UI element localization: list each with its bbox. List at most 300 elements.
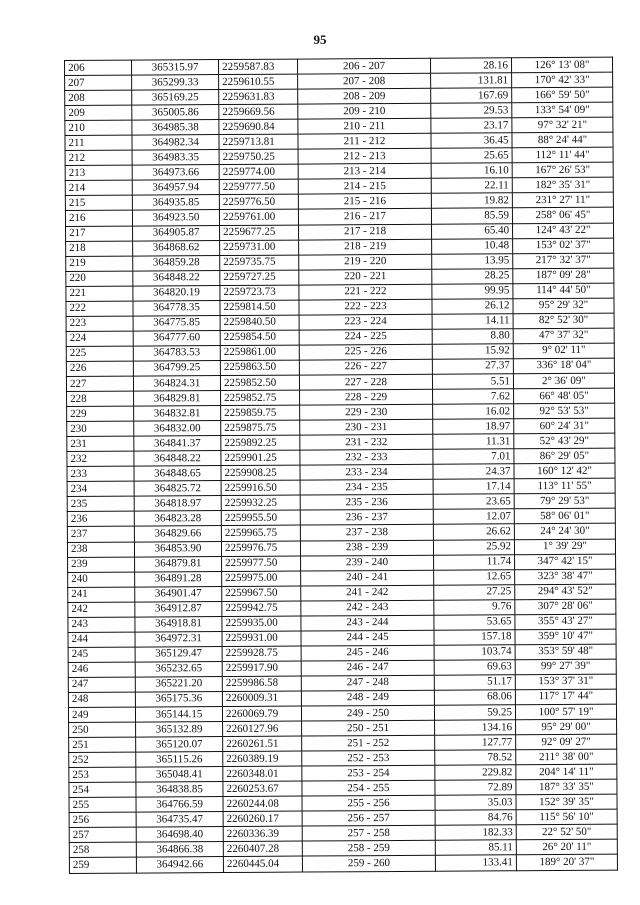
y-coordinate-cell: 2259840.50 (220, 315, 299, 331)
segment-cell: 252 - 253 (302, 750, 435, 766)
point-id-cell: 257 (69, 827, 136, 842)
distance-cell: 51.17 (434, 675, 515, 691)
x-coordinate-cell: 365115.26 (136, 752, 223, 768)
point-id-cell: 227 (66, 376, 133, 391)
bearing-cell: 153° 02' 37" (513, 238, 614, 254)
bearing-cell: 60° 24' 31" (514, 418, 615, 434)
y-coordinate-cell: 2260069.79 (222, 706, 301, 722)
x-coordinate-cell: 364783.53 (133, 345, 220, 361)
segment-cell: 242 - 243 (301, 600, 434, 616)
y-coordinate-cell: 2259677.25 (220, 225, 299, 241)
bearing-cell: 26° 20' 11" (516, 840, 617, 856)
bearing-cell: 166° 59' 50" (512, 87, 613, 103)
point-id-cell: 235 (67, 496, 134, 511)
y-coordinate-cell: 2259916.50 (221, 480, 300, 496)
bearing-cell: 79° 29' 53" (514, 494, 615, 510)
y-coordinate-cell: 2259875.75 (221, 420, 300, 436)
distance-cell: 19.82 (431, 193, 512, 209)
point-id-cell: 212 (65, 150, 132, 165)
point-id-cell: 259 (69, 858, 136, 873)
distance-cell: 182.33 (435, 825, 516, 841)
segment-cell: 235 - 236 (300, 495, 433, 511)
distance-cell: 26.12 (432, 299, 513, 315)
distance-cell: 13.95 (432, 253, 513, 269)
x-coordinate-cell: 365232.65 (135, 661, 222, 677)
y-coordinate-cell: 2260336.39 (223, 826, 302, 842)
x-coordinate-cell: 365048.41 (136, 767, 223, 783)
segment-cell: 219 - 220 (299, 254, 432, 270)
bearing-cell: 100° 57' 19" (515, 704, 616, 720)
y-coordinate-cell: 2259892.25 (221, 435, 300, 451)
distance-cell: 134.16 (435, 720, 516, 736)
point-id-cell: 221 (66, 286, 133, 301)
x-coordinate-cell: 364848.22 (133, 270, 220, 286)
y-coordinate-cell: 2260253.67 (223, 781, 302, 797)
bearing-cell: 92° 09' 27" (516, 734, 617, 750)
point-id-cell: 224 (66, 331, 133, 346)
bearing-cell: 187° 09' 28" (513, 268, 614, 284)
table-row (69, 855, 617, 873)
bearing-cell: 112° 11' 44" (512, 147, 613, 163)
distance-cell: 16.10 (431, 163, 512, 179)
segment-cell: 240 - 241 (301, 570, 434, 586)
bearing-cell: 170° 42' 33" (512, 72, 613, 88)
segment-cell: 239 - 240 (301, 555, 434, 571)
coordinates-table (64, 57, 618, 874)
y-coordinate-cell: 2259723.73 (220, 285, 299, 301)
y-coordinate-cell: 2259942.75 (222, 601, 301, 617)
point-id-cell: 252 (69, 752, 136, 767)
bearing-cell: 114° 44' 50" (513, 283, 614, 299)
x-coordinate-cell: 364838.85 (136, 782, 223, 798)
bearing-cell: 211° 38' 00" (516, 749, 617, 765)
segment-cell: 232 - 233 (300, 449, 433, 465)
segment-cell: 224 - 225 (299, 329, 432, 345)
segment-cell: 257 - 258 (302, 826, 435, 842)
distance-cell: 15.92 (432, 344, 513, 360)
bearing-cell: 167° 26' 53" (512, 162, 613, 178)
point-id-cell: 255 (69, 797, 136, 812)
point-id-cell: 242 (68, 602, 135, 617)
x-coordinate-cell: 365299.33 (132, 75, 219, 91)
x-coordinate-cell: 364832.81 (134, 406, 221, 422)
bearing-cell: 115° 56' 10" (516, 809, 617, 825)
x-coordinate-cell: 364973.66 (132, 165, 219, 181)
bearing-cell: 160° 12' 42" (514, 463, 615, 479)
y-coordinate-cell: 2259713.81 (219, 134, 298, 150)
bearing-cell: 22° 52' 50" (516, 825, 617, 841)
segment-cell: 249 - 250 (301, 705, 434, 721)
distance-cell: 28.16 (430, 58, 511, 74)
point-id-cell: 258 (69, 843, 136, 858)
segment-cell: 222 - 223 (299, 299, 432, 315)
bearing-cell: 24° 24' 30" (514, 524, 615, 540)
x-coordinate-cell: 365144.15 (135, 707, 222, 723)
x-coordinate-cell: 364901.47 (135, 586, 222, 602)
x-coordinate-cell: 364825.72 (134, 481, 221, 497)
y-coordinate-cell: 2259690.84 (219, 119, 298, 135)
point-id-cell: 210 (65, 120, 132, 135)
x-coordinate-cell: 364859.28 (133, 255, 220, 271)
distance-cell: 65.40 (432, 223, 513, 239)
bearing-cell: 113° 11' 55" (514, 478, 615, 494)
distance-cell: 23.17 (431, 118, 512, 134)
point-id-cell: 237 (67, 527, 134, 542)
segment-cell: 216 - 217 (298, 209, 431, 225)
distance-cell: 157.18 (434, 630, 515, 646)
bearing-cell: 355° 43' 27" (515, 614, 616, 630)
x-coordinate-cell: 364799.25 (133, 360, 220, 376)
distance-cell: 7.01 (433, 449, 514, 465)
bearing-cell: 187° 33' 35" (516, 779, 617, 795)
y-coordinate-cell: 2259774.00 (219, 164, 298, 180)
segment-cell: 237 - 238 (300, 525, 433, 541)
segment-cell: 227 - 228 (299, 374, 432, 390)
distance-cell: 22.11 (431, 178, 512, 194)
distance-cell: 26.62 (433, 524, 514, 540)
segment-cell: 228 - 229 (300, 389, 433, 405)
segment-cell: 214 - 215 (298, 179, 431, 195)
distance-cell: 23.65 (433, 494, 514, 510)
x-coordinate-cell: 364829.66 (134, 526, 221, 542)
bearing-cell: 231° 27' 11" (512, 193, 613, 209)
segment-cell: 244 - 245 (301, 630, 434, 646)
distance-cell: 35.03 (435, 795, 516, 811)
bearing-cell: 82° 52' 30" (513, 313, 614, 329)
x-coordinate-cell: 364820.19 (133, 285, 220, 301)
segment-cell: 245 - 246 (301, 645, 434, 661)
distance-cell: 131.81 (431, 73, 512, 89)
x-coordinate-cell: 365132.89 (136, 722, 223, 738)
y-coordinate-cell: 2259965.75 (221, 526, 300, 542)
y-coordinate-cell: 2260127.96 (223, 721, 302, 737)
bearing-cell: 97° 32' 21" (512, 117, 613, 133)
y-coordinate-cell: 2259975.00 (222, 571, 301, 587)
bearing-cell: 336° 18' 04" (513, 358, 614, 374)
point-id-cell: 247 (68, 677, 135, 692)
x-coordinate-cell: 364777.60 (133, 330, 220, 346)
x-coordinate-cell: 365175.36 (135, 692, 222, 708)
x-coordinate-cell: 364912.87 (135, 601, 222, 617)
bearing-cell: 47° 37' 32" (513, 328, 614, 344)
segment-cell: 226 - 227 (299, 359, 432, 375)
segment-cell: 238 - 239 (300, 540, 433, 556)
segment-cell: 251 - 252 (302, 735, 435, 751)
y-coordinate-cell: 2260009.31 (222, 691, 301, 707)
point-id-cell: 238 (67, 542, 134, 557)
segment-cell: 247 - 248 (301, 675, 434, 691)
point-id-cell: 211 (65, 135, 132, 150)
point-id-cell: 219 (66, 256, 133, 271)
bearing-cell: 258° 06' 45" (512, 208, 613, 224)
y-coordinate-cell: 2259777.50 (219, 179, 298, 195)
bearing-cell: 126° 13' 08" (511, 57, 612, 73)
distance-cell: 11.31 (433, 434, 514, 450)
x-coordinate-cell: 364848.65 (134, 466, 221, 482)
distance-cell: 7.62 (433, 389, 514, 405)
point-id-cell: 223 (66, 316, 133, 331)
x-coordinate-cell: 365315.97 (132, 60, 219, 76)
bearing-cell: 124° 43' 22" (513, 223, 614, 239)
y-coordinate-cell: 2259587.83 (219, 59, 298, 75)
distance-cell: 78.52 (435, 750, 516, 766)
point-id-cell: 231 (67, 436, 134, 451)
point-id-cell: 228 (67, 391, 134, 406)
x-coordinate-cell: 364868.62 (133, 240, 220, 256)
x-coordinate-cell: 364985.38 (132, 120, 219, 136)
bearing-cell: 99° 27' 39" (515, 659, 616, 675)
distance-cell: 18.97 (433, 419, 514, 435)
distance-cell: 127.77 (435, 735, 516, 751)
y-coordinate-cell: 2260348.01 (223, 766, 302, 782)
distance-cell: 25.92 (433, 539, 514, 555)
x-coordinate-cell: 364879.81 (135, 556, 222, 572)
point-id-cell: 250 (69, 722, 136, 737)
x-coordinate-cell: 364935.85 (132, 195, 219, 211)
y-coordinate-cell: 2259631.83 (219, 89, 298, 105)
distance-cell: 10.48 (432, 238, 513, 254)
bearing-cell: 152° 39' 35" (516, 794, 617, 810)
point-id-cell: 230 (67, 421, 134, 436)
bearing-cell: 2° 36' 09" (513, 373, 614, 389)
distance-cell: 229.82 (435, 765, 516, 781)
distance-cell: 14.11 (432, 314, 513, 330)
x-coordinate-cell: 365169.25 (132, 90, 219, 106)
bearing-cell: 189° 20' 37" (516, 855, 617, 871)
y-coordinate-cell: 2259669.56 (219, 104, 298, 120)
y-coordinate-cell: 2259863.50 (220, 360, 299, 376)
y-coordinate-cell: 2259967.50 (222, 586, 301, 602)
distance-cell: 8.80 (432, 329, 513, 345)
y-coordinate-cell: 2259932.25 (221, 495, 300, 511)
x-coordinate-cell: 364824.31 (133, 376, 220, 392)
point-id-cell: 243 (68, 617, 135, 632)
distance-cell: 53.65 (434, 614, 515, 630)
x-coordinate-cell: 364698.40 (136, 827, 223, 843)
bearing-cell: 323° 38' 47" (515, 569, 616, 585)
segment-cell: 212 - 213 (298, 149, 431, 165)
segment-cell: 253 - 254 (302, 765, 435, 781)
bearing-cell: 9° 02' 11" (513, 343, 614, 359)
distance-cell: 29.53 (431, 103, 512, 119)
bearing-cell: 294° 43' 52" (515, 584, 616, 600)
distance-cell: 24.37 (433, 464, 514, 480)
segment-cell: 210 - 211 (298, 118, 431, 134)
distance-cell: 27.37 (432, 359, 513, 375)
y-coordinate-cell: 2259901.25 (221, 450, 300, 466)
point-id-cell: 233 (67, 466, 134, 481)
bearing-cell: 92° 53' 53" (514, 403, 615, 419)
point-id-cell: 226 (66, 361, 133, 376)
bearing-cell: 95° 29' 00" (516, 719, 617, 735)
point-id-cell: 254 (69, 782, 136, 797)
y-coordinate-cell: 2259814.50 (220, 300, 299, 316)
bearing-cell: 66° 48' 05" (514, 388, 615, 404)
segment-cell: 229 - 230 (300, 404, 433, 420)
segment-cell: 259 - 260 (302, 856, 435, 872)
bearing-cell: 1° 39' 29" (514, 539, 615, 555)
segment-cell: 233 - 234 (300, 465, 433, 481)
segment-cell: 256 - 257 (302, 811, 435, 827)
distance-cell: 12.07 (433, 509, 514, 525)
x-coordinate-cell: 365005.86 (132, 105, 219, 121)
segment-cell: 248 - 249 (301, 690, 434, 706)
point-id-cell: 222 (66, 301, 133, 316)
x-coordinate-cell: 364818.97 (134, 496, 221, 512)
y-coordinate-cell: 2260260.17 (223, 811, 302, 827)
y-coordinate-cell: 2259986.58 (222, 676, 301, 692)
distance-cell: 25.65 (431, 148, 512, 164)
segment-cell: 223 - 224 (299, 314, 432, 330)
distance-cell: 133.41 (435, 855, 516, 871)
bearing-cell: 307° 28' 06" (515, 599, 616, 615)
point-id-cell: 215 (65, 196, 132, 211)
x-coordinate-cell: 364853.90 (134, 541, 221, 557)
y-coordinate-cell: 2259852.75 (221, 390, 300, 406)
point-id-cell: 220 (66, 271, 133, 286)
y-coordinate-cell: 2259931.00 (222, 631, 301, 647)
distance-cell: 72.89 (435, 780, 516, 796)
x-coordinate-cell: 364923.50 (132, 210, 219, 226)
x-coordinate-cell: 364983.35 (132, 150, 219, 166)
y-coordinate-cell: 2259861.00 (220, 345, 299, 361)
x-coordinate-cell: 364891.28 (135, 571, 222, 587)
segment-cell: 208 - 209 (298, 88, 431, 104)
segment-cell: 207 - 208 (298, 73, 431, 89)
distance-cell: 99.95 (432, 283, 513, 299)
y-coordinate-cell: 2260407.28 (223, 841, 302, 857)
x-coordinate-cell: 364841.37 (134, 436, 221, 452)
distance-cell: 69.63 (434, 660, 515, 676)
x-coordinate-cell: 365221.20 (135, 676, 222, 692)
y-coordinate-cell: 2259735.75 (220, 255, 299, 271)
point-id-cell: 206 (65, 60, 132, 75)
y-coordinate-cell: 2259852.50 (220, 375, 299, 391)
point-id-cell: 249 (68, 707, 135, 722)
y-coordinate-cell: 2259935.00 (222, 616, 301, 632)
y-coordinate-cell: 2259610.55 (219, 74, 298, 90)
bearing-cell: 359° 10' 47" (515, 629, 616, 645)
x-coordinate-cell: 364848.22 (134, 451, 221, 467)
point-id-cell: 229 (67, 406, 134, 421)
segment-cell: 209 - 210 (298, 103, 431, 119)
distance-cell: 85.11 (435, 840, 516, 856)
y-coordinate-cell: 2259731.00 (220, 240, 299, 256)
y-coordinate-cell: 2260445.04 (223, 857, 302, 873)
segment-cell: 225 - 226 (299, 344, 432, 360)
x-coordinate-cell: 364918.81 (135, 616, 222, 632)
y-coordinate-cell: 2260389.19 (223, 751, 302, 767)
distance-cell: 36.45 (431, 133, 512, 149)
distance-cell: 27.25 (434, 584, 515, 600)
coordinates-table-body (65, 57, 618, 873)
segment-cell: 218 - 219 (299, 239, 432, 255)
segment-cell: 234 - 235 (300, 480, 433, 496)
y-coordinate-cell: 2259776.50 (219, 194, 298, 210)
segment-cell: 206 - 207 (297, 58, 430, 74)
x-coordinate-cell: 364982.34 (132, 135, 219, 151)
point-id-cell: 256 (69, 812, 136, 827)
distance-cell: 12.65 (434, 569, 515, 585)
point-id-cell: 246 (68, 662, 135, 677)
segment-cell: 250 - 251 (302, 720, 435, 736)
point-id-cell: 213 (65, 165, 132, 180)
segment-cell: 258 - 259 (302, 841, 435, 857)
distance-cell: 68.06 (434, 690, 515, 706)
segment-cell: 215 - 216 (298, 194, 431, 210)
y-coordinate-cell: 2259955.50 (221, 510, 300, 526)
segment-cell: 246 - 247 (301, 660, 434, 676)
x-coordinate-cell: 364832.00 (134, 421, 221, 437)
y-coordinate-cell: 2259761.00 (219, 210, 298, 226)
point-id-cell: 251 (69, 737, 136, 752)
x-coordinate-cell: 364829.81 (134, 391, 221, 407)
point-id-cell: 218 (66, 241, 133, 256)
point-id-cell: 241 (68, 587, 135, 602)
x-coordinate-cell: 364972.31 (135, 631, 222, 647)
bearing-cell: 52° 43' 29" (514, 433, 615, 449)
x-coordinate-cell: 364766.59 (136, 797, 223, 813)
bearing-cell: 58° 06' 01" (514, 509, 615, 525)
x-coordinate-cell: 364866.38 (136, 842, 223, 858)
distance-cell: 16.02 (433, 404, 514, 420)
y-coordinate-cell: 2259928.75 (222, 646, 301, 662)
y-coordinate-cell: 2259854.50 (220, 330, 299, 346)
distance-cell: 5.51 (432, 374, 513, 390)
y-coordinate-cell: 2259859.75 (221, 405, 300, 421)
x-coordinate-cell: 364735.47 (136, 812, 223, 828)
distance-cell: 11.74 (434, 554, 515, 570)
segment-cell: 236 - 237 (300, 510, 433, 526)
point-id-cell: 217 (66, 226, 133, 241)
y-coordinate-cell: 2259727.25 (220, 270, 299, 286)
page-number: 95 (313, 32, 327, 47)
y-coordinate-cell: 2260261.51 (223, 736, 302, 752)
x-coordinate-cell: 364942.66 (136, 857, 223, 873)
x-coordinate-cell: 364957.94 (132, 180, 219, 196)
point-id-cell: 234 (67, 481, 134, 496)
point-id-cell: 208 (65, 90, 132, 105)
point-id-cell: 253 (69, 767, 136, 782)
point-id-cell: 232 (67, 451, 134, 466)
point-id-cell: 248 (68, 692, 135, 707)
point-id-cell: 245 (68, 647, 135, 662)
segment-cell: 220 - 221 (299, 269, 432, 285)
distance-cell: 9.76 (434, 599, 515, 615)
bearing-cell: 133° 54' 09" (512, 102, 613, 118)
bearing-cell: 353° 59' 48" (515, 644, 616, 660)
segment-cell: 254 - 255 (302, 780, 435, 796)
point-id-cell: 225 (66, 346, 133, 361)
x-coordinate-cell: 364775.85 (133, 315, 220, 331)
point-id-cell: 244 (68, 632, 135, 647)
x-coordinate-cell: 365129.47 (135, 646, 222, 662)
point-id-cell: 240 (68, 572, 135, 587)
distance-cell: 59.25 (434, 705, 515, 721)
point-id-cell: 214 (65, 180, 132, 195)
point-id-cell: 239 (68, 557, 135, 572)
bearing-cell: 204° 14' 11" (516, 764, 617, 780)
distance-cell: 17.14 (433, 479, 514, 495)
y-coordinate-cell: 2259976.75 (221, 541, 300, 557)
y-coordinate-cell: 2259908.25 (221, 465, 300, 481)
bearing-cell: 88° 24' 44" (512, 132, 613, 148)
point-id-cell: 209 (65, 105, 132, 120)
x-coordinate-cell: 364778.35 (133, 300, 220, 316)
point-id-cell: 216 (65, 211, 132, 226)
y-coordinate-cell: 2259750.25 (219, 149, 298, 165)
segment-cell: 231 - 232 (300, 434, 433, 450)
